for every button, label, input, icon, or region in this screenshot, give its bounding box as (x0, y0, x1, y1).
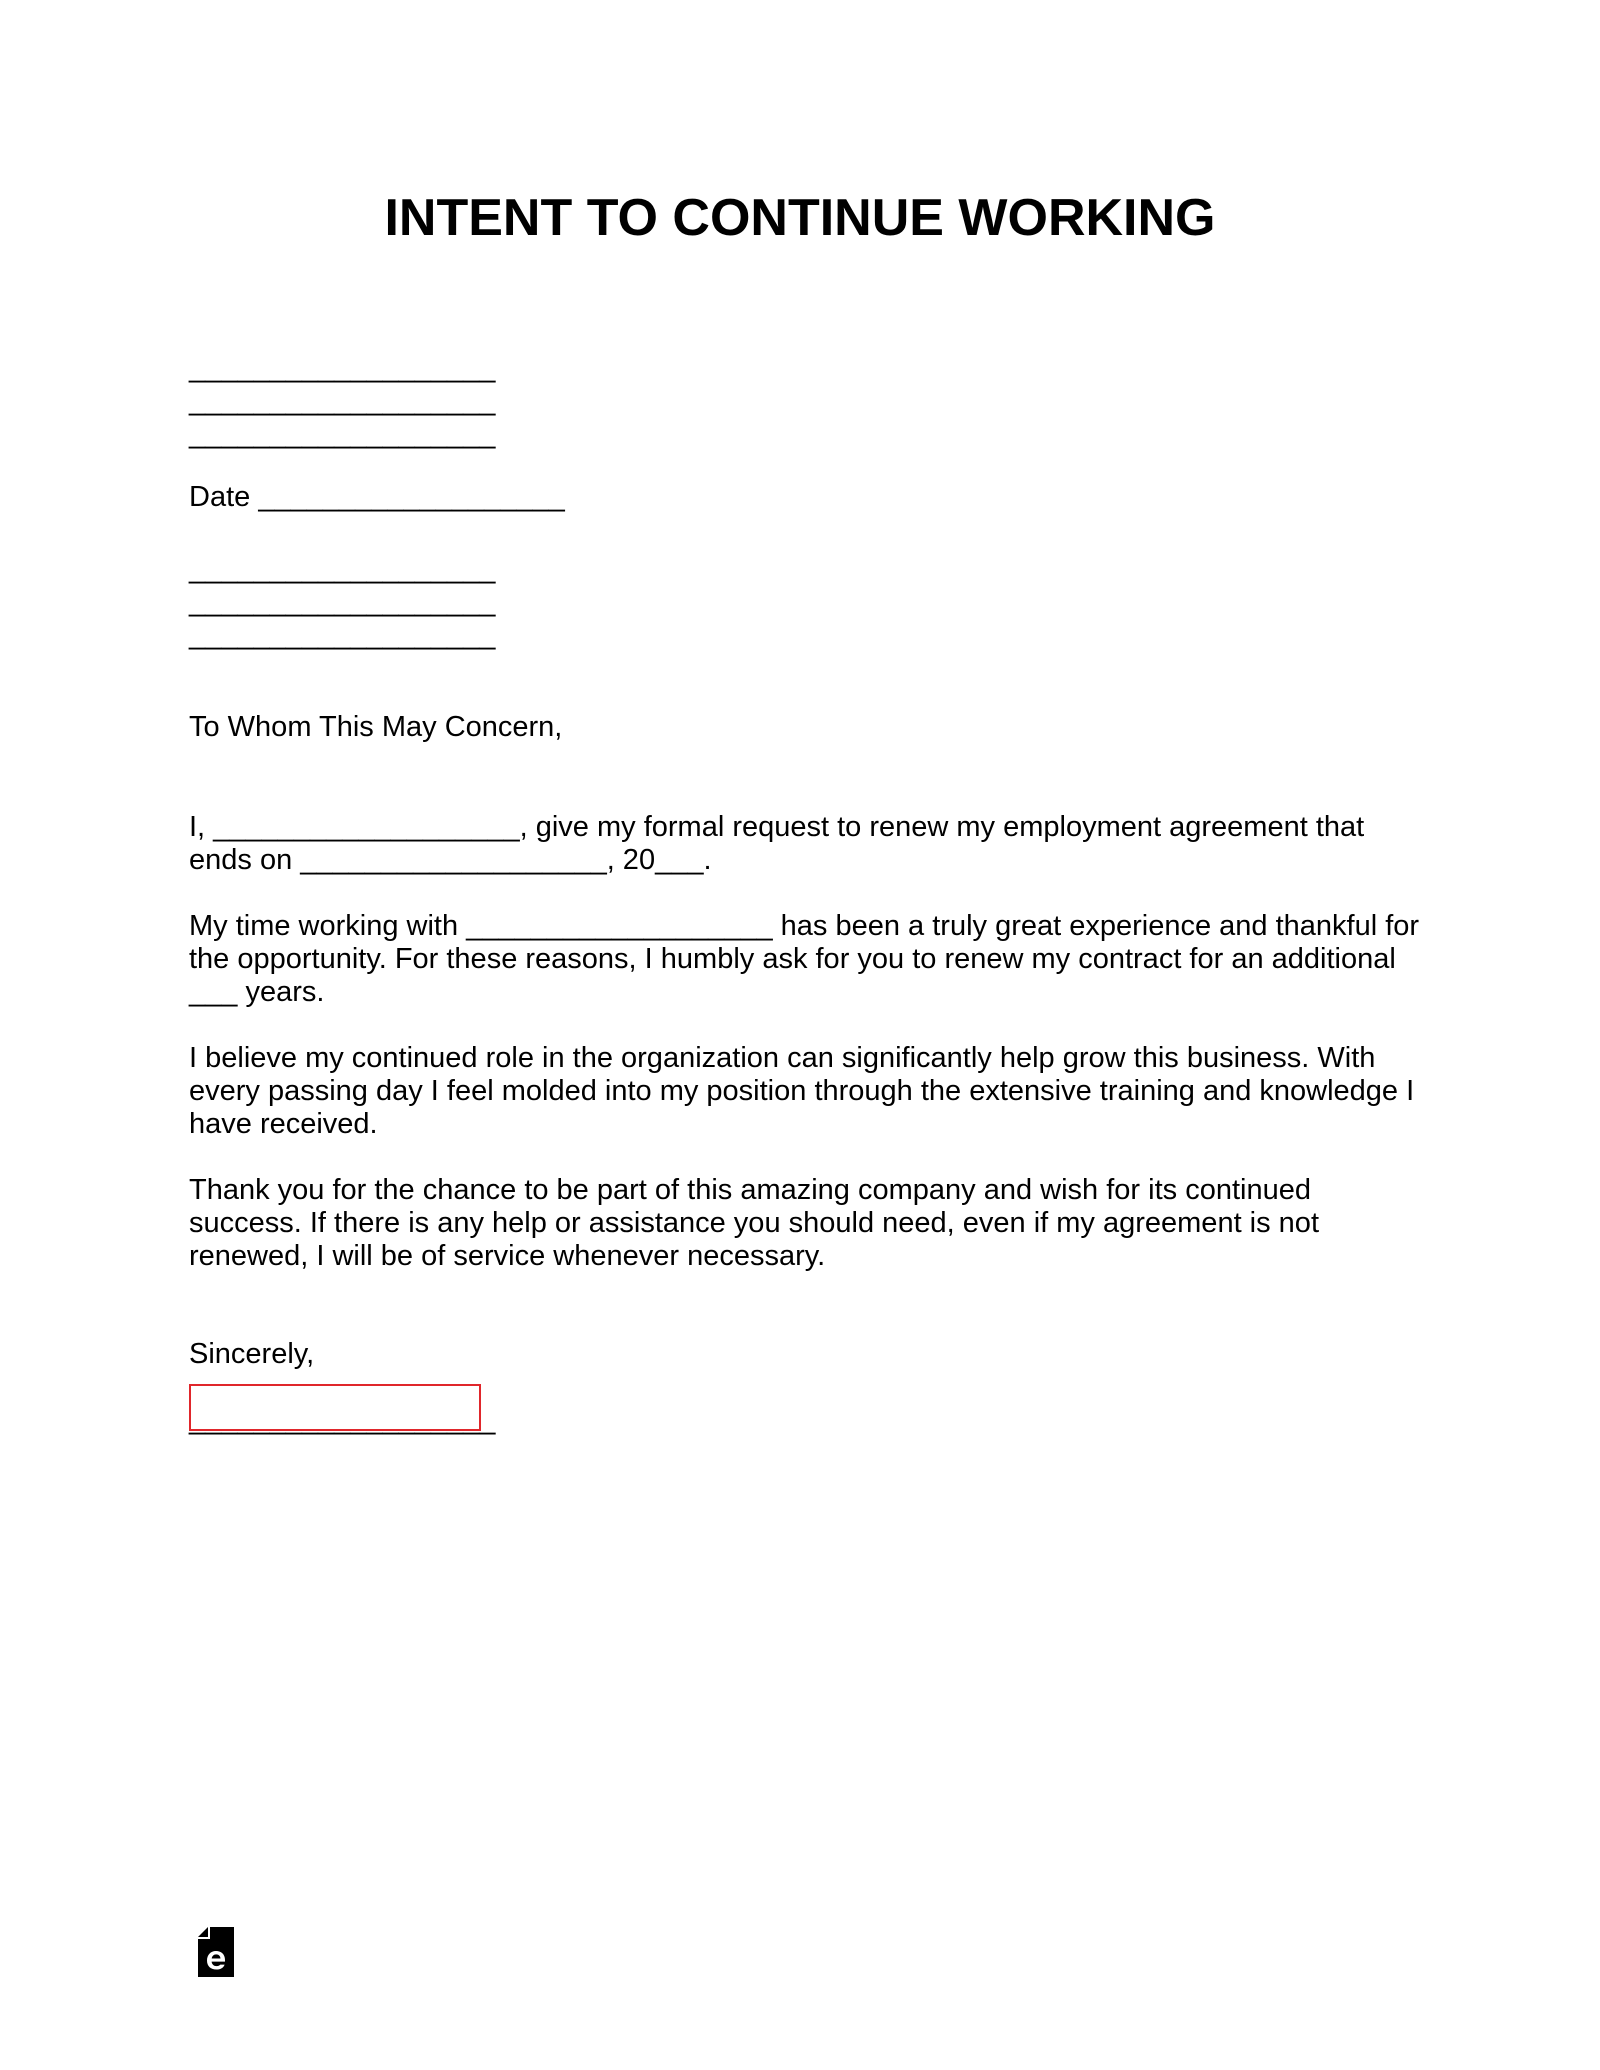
eforms-logo-icon (198, 1927, 234, 1977)
sender-line-3[interactable]: ___________________ (189, 418, 496, 450)
paragraph-line: My time working with ___________________ has been a truly great experience and thankful for (189, 910, 1420, 942)
paragraph-line: I, ___________________, give my formal request to renew my employment agreement that (189, 811, 1365, 843)
paragraph-line: I believe my continued role in the organization can significantly help grow this business. With (189, 1042, 1376, 1074)
paragraph-line: ends on ___________________, 20___. (189, 844, 712, 876)
paragraph-line: have received. (189, 1108, 378, 1140)
recipient-line-2[interactable]: ___________________ (189, 586, 496, 618)
recipient-line-3[interactable]: ___________________ (189, 619, 496, 651)
date-field[interactable]: Date ___________________ (189, 481, 565, 513)
paragraph-line: success. If there is any help or assistance you should need, even if my agreement is not (189, 1207, 1319, 1239)
document-title: INTENT TO CONTINUE WORKING (384, 189, 1216, 247)
paragraph-continued-role (189, 1042, 1449, 1141)
closing: Sincerely, (189, 1338, 315, 1370)
paragraph-line: the opportunity. For these reasons, I humbly ask for you to renew my contract for an additional (189, 943, 1396, 975)
sender-line-1[interactable]: ___________________ (189, 352, 496, 384)
paragraph-line: ___ years. (189, 976, 325, 1008)
paragraph-renewal-request (189, 811, 1449, 877)
paragraph-line: Thank you for the chance to be part of this amazing company and wish for its continued (189, 1174, 1311, 1206)
paragraph-line: every passing day I feel molded into my position through the extensive training and knowledge I (189, 1075, 1415, 1107)
signature-line: ___________________ (189, 1404, 496, 1436)
sender-line-2[interactable]: ___________________ (189, 385, 496, 417)
recipient-line-1[interactable]: ___________________ (189, 553, 496, 585)
salutation: To Whom This May Concern, (189, 711, 563, 743)
paragraph-thank-you (189, 1174, 1449, 1273)
paragraph-line: renewed, I will be of service whenever necessary. (189, 1240, 826, 1272)
paragraph-experience (189, 910, 1449, 1009)
